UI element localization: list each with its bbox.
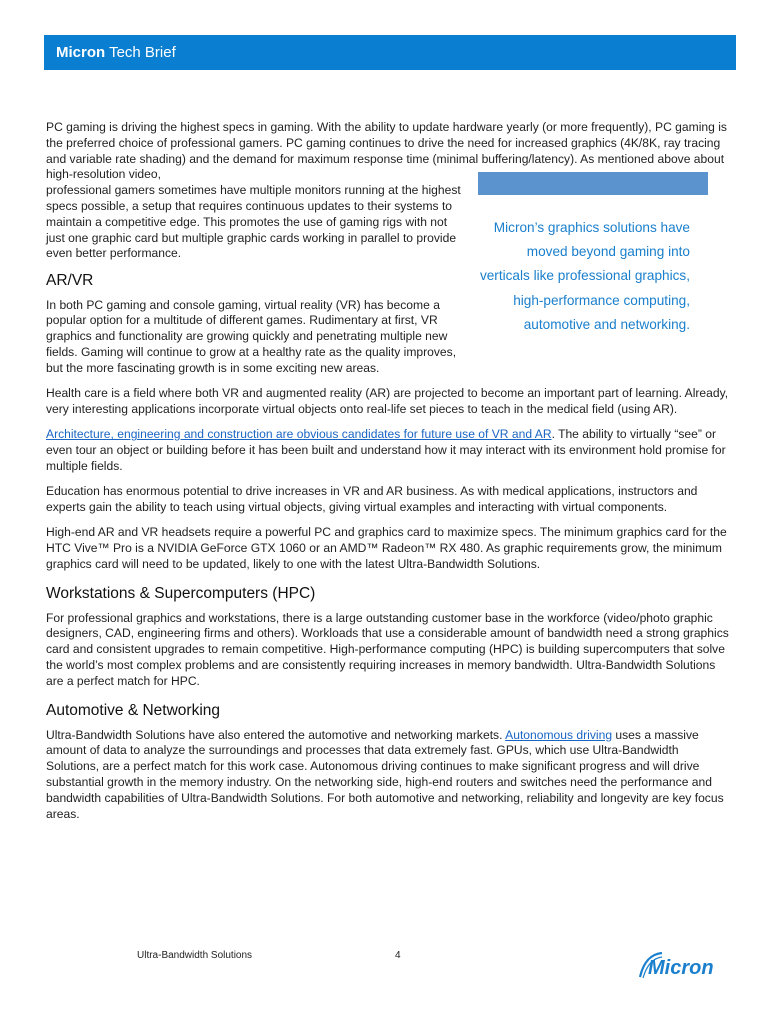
pullquote: Micron’s graphics solutions have moved beyond gaming into verticals like professional graphics, high-performance computing, automotive and networking. bbox=[479, 220, 690, 332]
intro-paragraph bbox=[46, 120, 734, 262]
micron-logo bbox=[638, 950, 736, 980]
arvr-paragraph-4: Education has enormous potential to drive increases in VR and AR business. As with medical applications, instructors and experts gain the ability to teach using virtual objects, giving virtual examples and interacting with virtual components. bbox=[46, 484, 698, 514]
automotive-paragraph-rest: uses a massive amount of data to analyze the surroundings and processes that data extremely fast. GPUs, which use Ultra-Bandwidth Solutions, are a perfect match for this work case. Autonomous driving continues to make significant progress and will drive substantial growth in the memory industry. On the networking side, high-end routers and switches need the performance and bandwidth capabilities of Ultra-Bandwidth Solutions. For both automotive and networking, reliability and longevity are key focus areas. bbox=[46, 727, 724, 821]
autonomous-driving-link[interactable]: Autonomous driving bbox=[505, 727, 613, 742]
intro-text-full: PC gaming is driving the highest specs in gaming. With the ability to update hardware yearly (or more frequently), PC gaming is the preferred choice of professional gamers. PC gaming continues to drive the need for increased graphics (4K/8K, ray tracing and variable rate shading) and the demand for maximum response time (minimal buffering/latency). As mentioned above about high-resolution video, bbox=[46, 120, 727, 182]
automotive-paragraph-1 bbox=[46, 728, 734, 823]
main-content bbox=[46, 120, 734, 832]
aec-vr-ar-link[interactable]: Architecture, engineering and construction are obvious candidates for future use of VR and AR bbox=[46, 427, 552, 442]
arvr-heading: AR/VR bbox=[46, 271, 94, 289]
footer-page-number: 4 bbox=[395, 950, 401, 961]
arvr-paragraph-2: Health care is a field where both VR and augmented reality (AR) are projected to become an important part of learning. Already, very interesting applications incorporate virtual objects onto real-life set pieces to teach in the medical field (using AR). bbox=[46, 386, 729, 416]
header-bar bbox=[44, 35, 736, 70]
micron-logo-text: Micron bbox=[648, 957, 714, 979]
header-title: Tech Brief bbox=[105, 44, 176, 61]
automotive-paragraph-start: Ultra-Bandwidth Solutions have also entered the automotive and networking markets. bbox=[46, 727, 506, 742]
arvr-paragraph-3 bbox=[46, 427, 734, 474]
arvr-paragraph-5: High-end AR and VR headsets require a powerful PC and graphics card to maximize specs. The minimum graphics card for the HTC Vive™ Pro is a NVIDIA GeForce GTX 1060 or an AMD™ Radeon™ RX 480. As graphic requirements grow, the minimum graphics card will need to be updated, likely to one with the latest Ultra-Bandwidth Solutions. bbox=[46, 525, 727, 571]
hpc-paragraph-1: For professional graphics and workstations, there is a large outstanding customer base in the workforce (video/photo graphic designers, CAD, engineering firms and others). Workloads that use a considerable amount of bandwidth need a strong graphics card and consistent upgrades to remain competitive. High-performance computing (HPC) is building supercomputers that solve the world’s most complex problems and are consistently requiring increases in memory bandwidth. Ultra-Bandwidth Solutions are a perfect match for HPC. bbox=[46, 610, 729, 688]
automotive-heading: Automotive & Networking bbox=[46, 701, 221, 719]
intro-text-narrow: professional gamers sometimes have multiple monitors running at the highest specs possible, a setup that requires continuous updates to their systems to maintain a competitive edge. This promotes the use of gaming rigs with not just one graphic card but multiple graphic cards working in parallel to provide even better performance. bbox=[46, 183, 461, 261]
footer-doc-title: Ultra-Bandwidth Solutions bbox=[137, 950, 253, 961]
arvr-paragraph-3-rest: . The ability to virtually “see” or even tour an object or building before it has been built and understand how it may interact with its environment hold promise for multiple fields. bbox=[46, 427, 726, 473]
header-brand: Micron bbox=[56, 44, 106, 61]
arvr-paragraph-1: In both PC gaming and console gaming, virtual reality (VR) has become a popular option for a multitude of different games. Rudimentary at first, VR graphics and functionality are growing quickly and penetrating multiple new fields. Gaming will continue to grow at a healthy rate as the quality improves, but the more fascinating growth is in some exciting new areas. bbox=[46, 297, 457, 375]
hpc-heading: Workstations & Supercomputers (HPC) bbox=[46, 584, 316, 602]
